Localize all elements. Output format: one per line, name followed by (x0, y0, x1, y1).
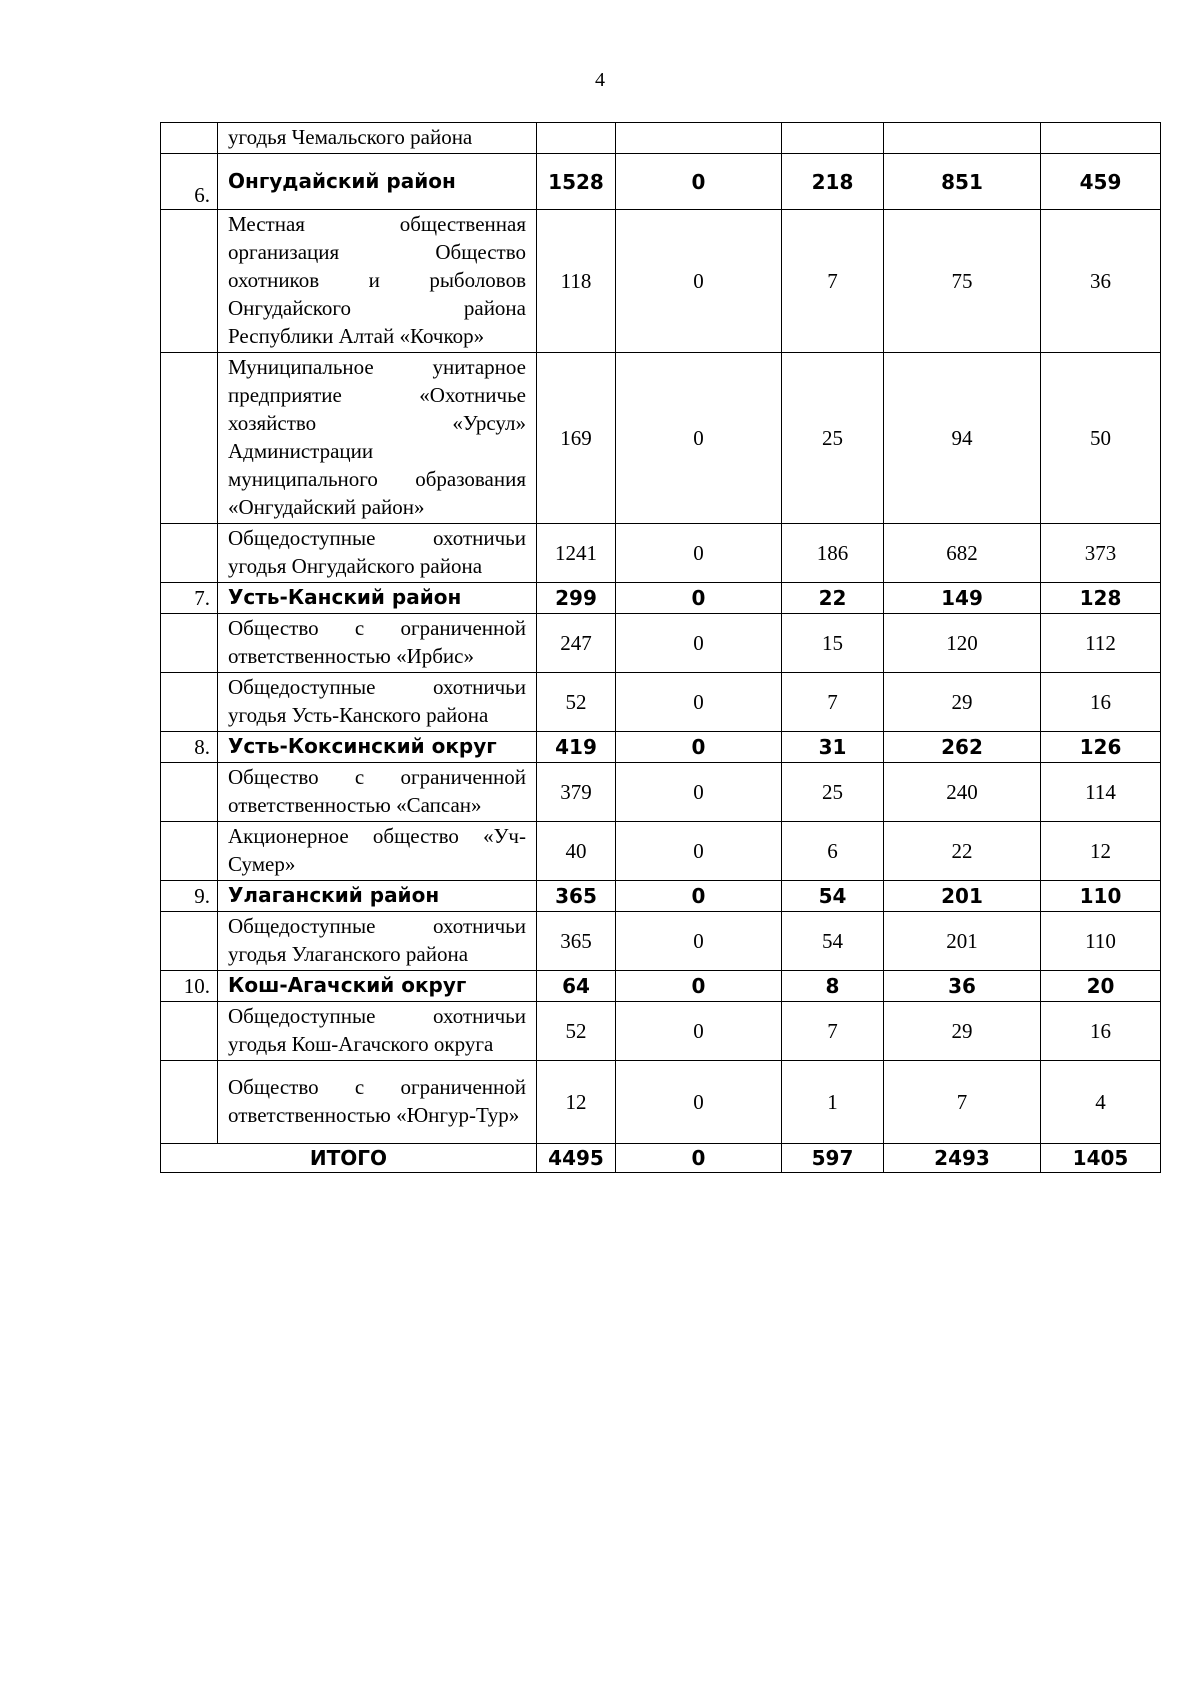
value-col-4 (884, 123, 1041, 154)
table-row (161, 614, 1161, 673)
value-col-4: 29 (884, 1002, 1041, 1061)
organization-name: Общество с ограниченной ответственностью «Сапсан» (218, 763, 537, 822)
value-col-1: 1528 (537, 154, 616, 210)
value-col-2: 0 (616, 1061, 782, 1144)
row-number (161, 822, 218, 881)
value-col-3: 54 (782, 881, 884, 912)
value-col-2: 0 (616, 1002, 782, 1061)
value-col-2: 0 (616, 822, 782, 881)
value-col-1: 247 (537, 614, 616, 673)
total-value-col-4: 2493 (884, 1144, 1041, 1173)
total-value-col-1: 4495 (537, 1144, 616, 1173)
region-row (161, 881, 1161, 912)
value-col-2: 0 (616, 732, 782, 763)
value-col-2: 0 (616, 583, 782, 614)
value-col-1: 52 (537, 1002, 616, 1061)
organization-name: Общедоступные охотничьи угодья Улаганского района (218, 912, 537, 971)
value-col-5: 50 (1041, 353, 1161, 524)
value-col-3: 218 (782, 154, 884, 210)
value-col-5: 459 (1041, 154, 1161, 210)
table-row (161, 763, 1161, 822)
value-col-2: 0 (616, 673, 782, 732)
table-row (161, 210, 1161, 353)
value-col-5: 110 (1041, 881, 1161, 912)
value-col-4: 201 (884, 881, 1041, 912)
value-col-1: 169 (537, 353, 616, 524)
value-col-3: 1 (782, 1061, 884, 1144)
value-col-2: 0 (616, 614, 782, 673)
value-col-5: 373 (1041, 524, 1161, 583)
value-col-1: 365 (537, 912, 616, 971)
value-col-4: 75 (884, 210, 1041, 353)
value-col-2: 0 (616, 154, 782, 210)
hunting-grounds-table (160, 122, 1161, 1173)
value-col-2: 0 (616, 524, 782, 583)
value-col-1: 118 (537, 210, 616, 353)
table-row (161, 673, 1161, 732)
value-col-4: 262 (884, 732, 1041, 763)
row-number (161, 524, 218, 583)
value-col-1: 299 (537, 583, 616, 614)
row-number: 10. (161, 971, 218, 1002)
total-value-col-3: 597 (782, 1144, 884, 1173)
value-col-1: 1241 (537, 524, 616, 583)
region-name: Усть-Канский район (218, 583, 537, 614)
row-number: 7. (161, 583, 218, 614)
value-col-3: 22 (782, 583, 884, 614)
value-col-4: 94 (884, 353, 1041, 524)
organization-name: Акционерное общество «Уч-Сумер» (218, 822, 537, 881)
region-row (161, 732, 1161, 763)
value-col-2 (616, 123, 782, 154)
value-col-5: 36 (1041, 210, 1161, 353)
value-col-2: 0 (616, 971, 782, 1002)
row-number (161, 1061, 218, 1144)
value-col-5: 16 (1041, 673, 1161, 732)
value-col-1: 419 (537, 732, 616, 763)
value-col-3: 25 (782, 763, 884, 822)
value-col-1: 52 (537, 673, 616, 732)
value-col-2: 0 (616, 763, 782, 822)
value-col-3: 7 (782, 1002, 884, 1061)
value-col-3: 31 (782, 732, 884, 763)
value-col-3: 15 (782, 614, 884, 673)
table-row (161, 123, 1161, 154)
value-col-5: 114 (1041, 763, 1161, 822)
value-col-3: 8 (782, 971, 884, 1002)
organization-name: угодья Чемальского района (218, 123, 537, 154)
organization-name: Общество с ограниченной ответственностью «Юнгур-Тур» (218, 1061, 537, 1144)
value-col-4: 120 (884, 614, 1041, 673)
table-row (161, 524, 1161, 583)
value-col-5: 112 (1041, 614, 1161, 673)
value-col-4: 201 (884, 912, 1041, 971)
value-col-5: 128 (1041, 583, 1161, 614)
organization-name: Местная общественная организация Общество охотников и рыболовов Онгудайского района Республики Алтай «Кочкор» (218, 210, 537, 353)
table-row (161, 1061, 1161, 1144)
table-body (161, 123, 1161, 1173)
value-col-5: 126 (1041, 732, 1161, 763)
value-col-4: 149 (884, 583, 1041, 614)
value-col-3: 6 (782, 822, 884, 881)
value-col-3: 186 (782, 524, 884, 583)
row-number (161, 210, 218, 353)
value-col-5: 16 (1041, 1002, 1161, 1061)
table-row (161, 1002, 1161, 1061)
value-col-3: 54 (782, 912, 884, 971)
row-number (161, 614, 218, 673)
region-name: Улаганский район (218, 881, 537, 912)
region-name: Онгудайский район (218, 154, 537, 210)
region-name: Усть-Коксинский округ (218, 732, 537, 763)
table-row (161, 353, 1161, 524)
total-value-col-2: 0 (616, 1144, 782, 1173)
value-col-1 (537, 123, 616, 154)
value-col-3: 25 (782, 353, 884, 524)
page-number: 4 (595, 69, 605, 91)
value-col-4: 29 (884, 673, 1041, 732)
organization-name: Общедоступные охотничьи угодья Усть-Канского района (218, 673, 537, 732)
value-col-2: 0 (616, 353, 782, 524)
value-col-4: 36 (884, 971, 1041, 1002)
value-col-5: 20 (1041, 971, 1161, 1002)
value-col-2: 0 (616, 912, 782, 971)
row-number (161, 353, 218, 524)
value-col-4: 22 (884, 822, 1041, 881)
organization-name: Общедоступные охотничьи угодья Кош-Агачского округа (218, 1002, 537, 1061)
row-number (161, 763, 218, 822)
table-row (161, 912, 1161, 971)
table-row (161, 822, 1161, 881)
row-number: 6. (161, 154, 218, 210)
value-col-4: 682 (884, 524, 1041, 583)
value-col-4: 7 (884, 1061, 1041, 1144)
value-col-3: 7 (782, 673, 884, 732)
region-row (161, 971, 1161, 1002)
row-number: 9. (161, 881, 218, 912)
total-row (161, 1144, 1161, 1173)
value-col-4: 240 (884, 763, 1041, 822)
value-col-3: 7 (782, 210, 884, 353)
organization-name: Общедоступные охотничьи угодья Онгудайского района (218, 524, 537, 583)
value-col-1: 40 (537, 822, 616, 881)
value-col-5 (1041, 123, 1161, 154)
row-number (161, 673, 218, 732)
value-col-1: 64 (537, 971, 616, 1002)
value-col-1: 379 (537, 763, 616, 822)
value-col-3 (782, 123, 884, 154)
region-row (161, 154, 1161, 210)
row-number (161, 912, 218, 971)
row-number (161, 1002, 218, 1061)
organization-name: Муниципальное унитарное предприятие «Охотничье хозяйство «Урсул» Администрации муниципального образования «Онгудайский район» (218, 353, 537, 524)
region-name: Кош-Агачский округ (218, 971, 537, 1002)
value-col-2: 0 (616, 210, 782, 353)
value-col-5: 4 (1041, 1061, 1161, 1144)
row-number: 8. (161, 732, 218, 763)
value-col-5: 12 (1041, 822, 1161, 881)
organization-name: Общество с ограниченной ответственностью «Ирбис» (218, 614, 537, 673)
value-col-4: 851 (884, 154, 1041, 210)
value-col-5: 110 (1041, 912, 1161, 971)
value-col-1: 12 (537, 1061, 616, 1144)
value-col-1: 365 (537, 881, 616, 912)
value-col-2: 0 (616, 881, 782, 912)
row-number (161, 123, 218, 154)
region-row (161, 583, 1161, 614)
total-label: ИТОГО (161, 1144, 537, 1173)
total-value-col-5: 1405 (1041, 1144, 1161, 1173)
